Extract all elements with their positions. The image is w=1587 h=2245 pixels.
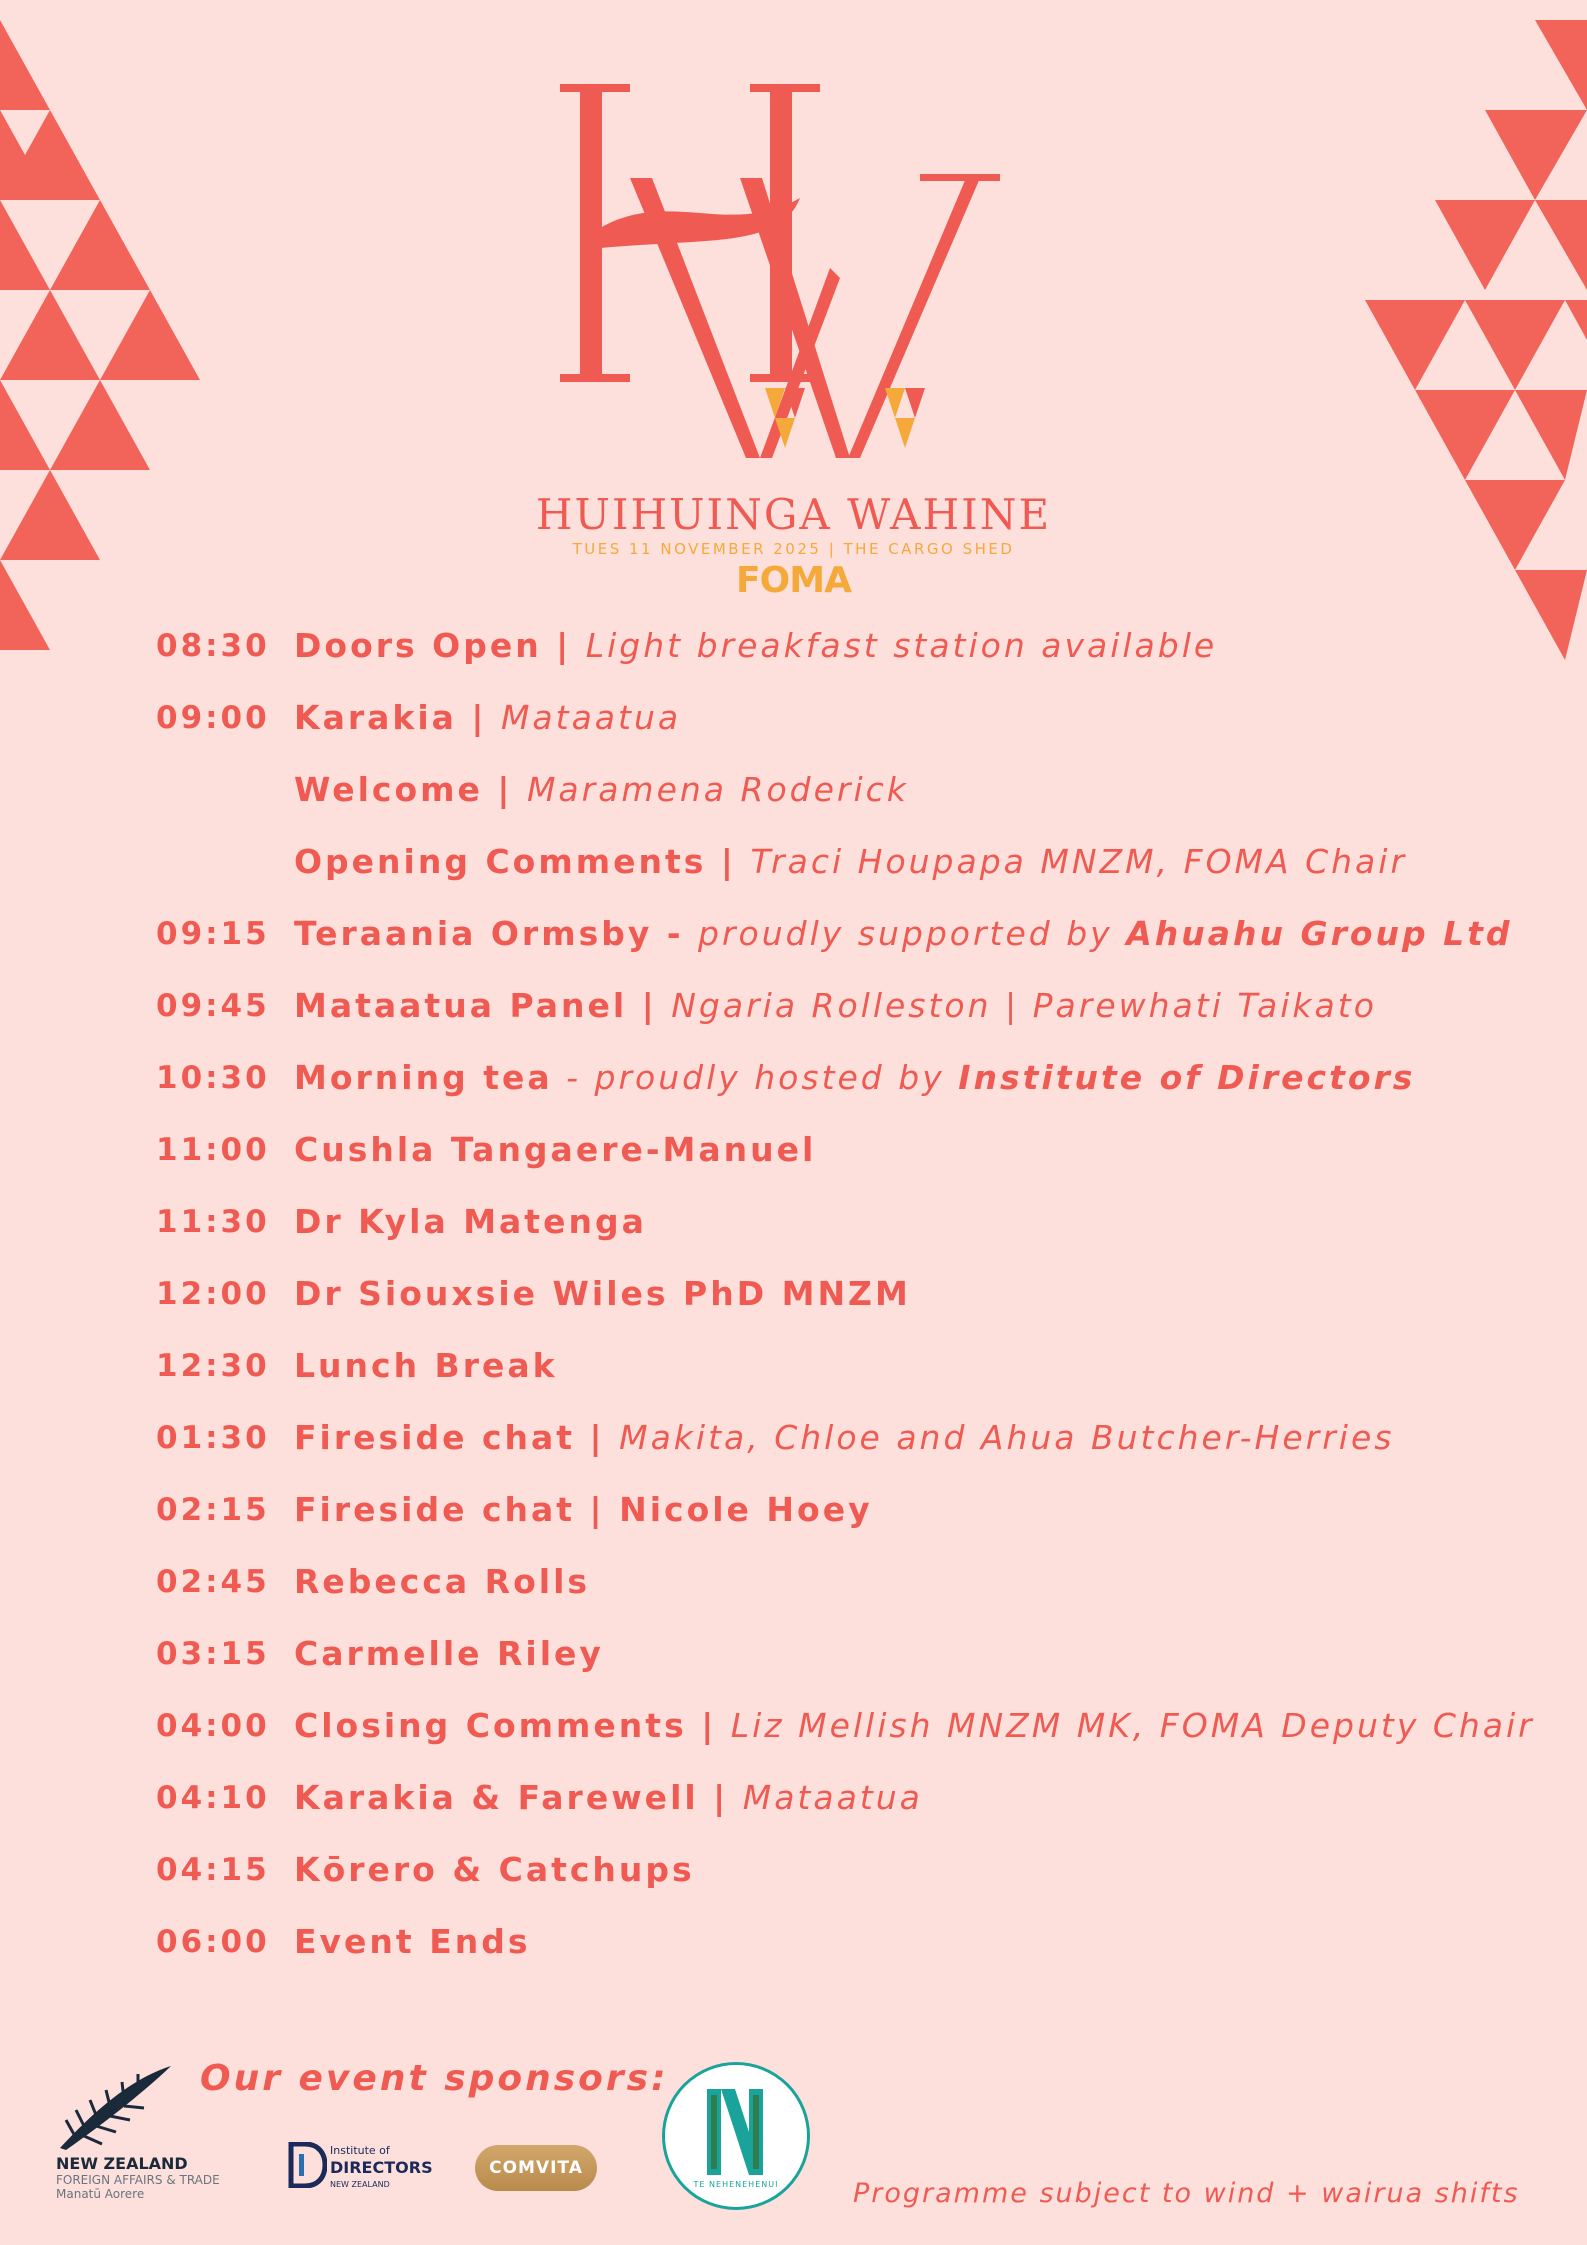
schedule-row [156,838,1566,910]
schedule-row [156,1414,1566,1486]
schedule-item: Opening Comments | Traci Houpapa MNZM, FOMA Chair [294,842,1408,881]
schedule-item: Doors Open | Light breakfast station available [294,626,1218,665]
iod-logo-line2: DIRECTORS [330,2158,433,2177]
schedule-time: 04:10 [156,1780,270,1816]
schedule-time: 02:15 [156,1492,270,1528]
schedule-row [156,1702,1566,1774]
schedule-time: 09:45 [156,988,270,1024]
schedule-item: Dr Kyla Matenga [294,1202,647,1241]
schedule-item: Cushla Tangaere-Manuel [294,1130,817,1169]
schedule-row [156,1774,1566,1846]
event-title: HUIHUINGA WAHINE [535,490,1052,539]
iod-logo-line3: NEW ZEALAND [330,2180,390,2189]
schedule-time: 11:30 [156,1204,270,1240]
schedule-item: Fireside chat | Makita, Chloe and Ahua Butcher-Herries [294,1418,1395,1457]
schedule-time: 12:30 [156,1348,270,1384]
schedule-time: 08:30 [156,628,270,664]
schedule-item: Mataatua Panel | Ngaria Rolleston | Parewhati Taikato [294,986,1377,1025]
schedule-row [156,622,1566,694]
foma-logo: FOMA [736,560,851,601]
schedule-item: Rebecca Rolls [294,1562,591,1601]
schedule-time: 10:30 [156,1060,270,1096]
schedule-item: Teraania Ormsby - proudly supported by Ahuahu Group Ltd [294,914,1513,953]
programme-disclaimer: Programme subject to wind + wairua shifts [853,2178,1520,2209]
schedule-item: Event Ends [294,1922,531,1961]
mfat-logo-line3: Manatū Aorere [56,2187,145,2201]
mfat-logo-line1: NEW ZEALAND [56,2154,188,2173]
schedule-item: Carmelle Riley [294,1634,604,1673]
schedule-time: 11:00 [156,1132,270,1168]
schedule-item: Dr Siouxsie Wiles PhD MNZM [294,1274,911,1313]
schedule-item: Kōrero & Catchups [294,1850,695,1889]
schedule-row [156,1198,1566,1270]
event-details: TUES 11 NOVEMBER 2025 | THE CARGO SHED [572,540,1015,558]
schedule-row [156,1126,1566,1198]
schedule-time: 03:15 [156,1636,270,1672]
schedule-time: 01:30 [156,1420,270,1456]
schedule-item: Lunch Break [294,1346,558,1385]
schedule-row [156,1270,1566,1342]
hw-monogram-logo [560,78,1060,483]
schedule-row [156,694,1566,766]
schedule-item: Morning tea - proudly hosted by Institute of Directors [294,1058,1416,1097]
programme-schedule [156,622,1566,1990]
schedule-row [156,766,1566,838]
iod-logo-line1: Institute of [330,2144,390,2157]
schedule-item: Karakia & Farewell | Mataatua [294,1778,923,1817]
schedule-row [156,910,1566,982]
iod-logo-icon [287,2142,327,2188]
schedule-time: 09:15 [156,916,270,952]
mfat-logo-line2: FOREIGN AFFAIRS & TRADE [56,2173,220,2187]
comvita-logo: COMVITA [475,2145,597,2191]
schedule-time: 12:00 [156,1276,270,1312]
silver-fern-icon [56,2060,181,2152]
schedule-item: Karakia | Mataatua [294,698,682,737]
schedule-item: Welcome | Maramena Roderick [294,770,909,809]
schedule-time: 04:15 [156,1852,270,1888]
schedule-row [156,1342,1566,1414]
schedule-item: Fireside chat | Nicole Hoey [294,1490,873,1529]
schedule-row [156,1918,1566,1990]
sponsors-heading: Our event sponsors: [200,2058,669,2099]
schedule-time: 04:00 [156,1708,270,1744]
schedule-row [156,1846,1566,1918]
schedule-item: Closing Comments | Liz Mellish MNZM MK, FOMA Deputy Chair [294,1706,1535,1745]
te-nehenehenui-label: TE NEHENEHENUI [693,2180,779,2189]
schedule-row [156,1486,1566,1558]
schedule-row [156,1558,1566,1630]
schedule-row [156,1054,1566,1126]
schedule-time: 06:00 [156,1924,270,1960]
schedule-row [156,982,1566,1054]
schedule-time: 02:45 [156,1564,270,1600]
schedule-row [156,1630,1566,1702]
schedule-time: 09:00 [156,700,270,736]
